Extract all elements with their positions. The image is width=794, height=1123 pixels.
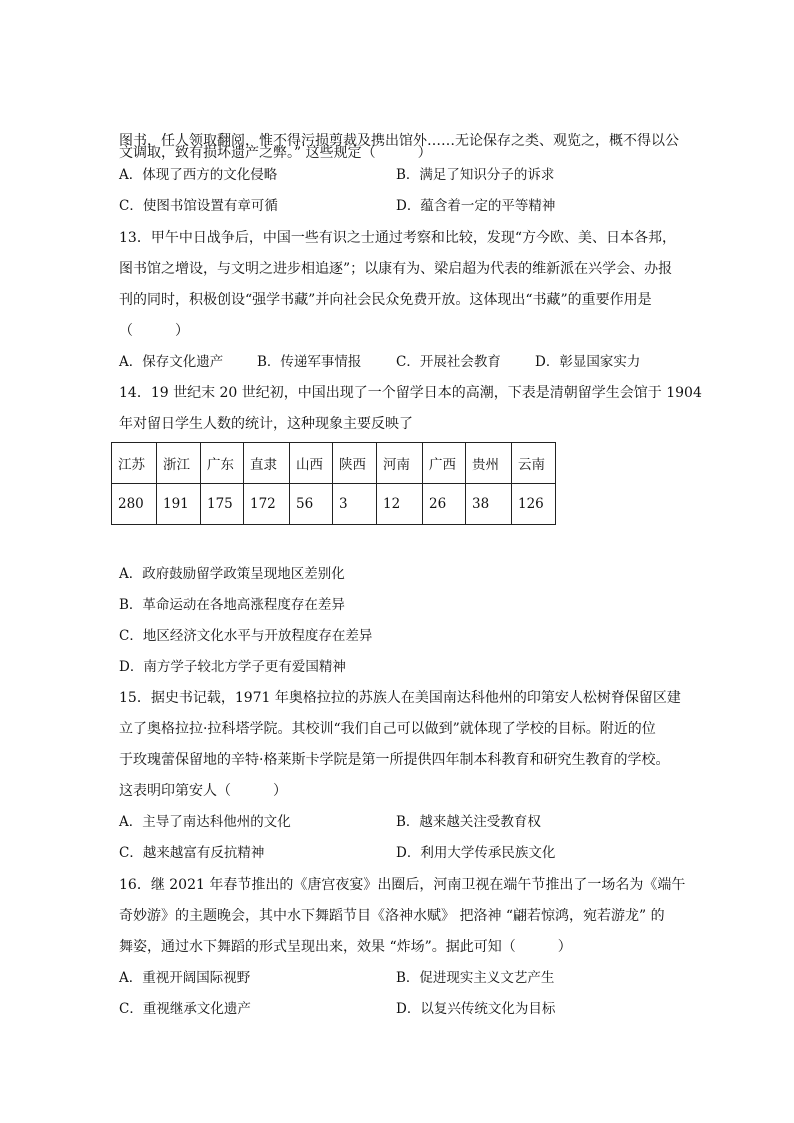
q12-stem-line-1: 图书，任人领取翻阅，惟不得污损剪裁及携出馆外……无论保存之类、观览之，概不得以公	[119, 133, 679, 149]
table-cell: 河南	[377, 443, 423, 484]
q16-option-a[interactable]: A．重视开阔国际视野	[119, 970, 251, 986]
q14-option-b[interactable]: B．革命运动在各地高涨程度存在差异	[119, 597, 345, 613]
table-cell: 直隶	[244, 443, 290, 484]
table-cell: 12	[377, 484, 423, 525]
q14-option-d[interactable]: D．南方学子较北方学子更有爱国精神	[119, 659, 346, 675]
q13-stem-line-1: 13．甲午中日战争后，中国一些有识之士通过考察和比较，发现“方今欧、美、日本各邦，	[119, 230, 676, 246]
q13-option-c[interactable]: C．开展社会教育	[396, 354, 501, 370]
table-cell: 191	[157, 484, 201, 525]
q12-option-a[interactable]: A．体现了西方的文化侵略	[119, 167, 278, 183]
q16-option-b[interactable]: B．促进现实主义文艺产生	[396, 970, 555, 986]
q14-option-a[interactable]: A．政府鼓励留学政策呈现地区差别化	[119, 566, 345, 582]
q15-stem-line-1: 15．据史书记载，1971 年奥格拉拉的苏族人在美国南达科他州的印第安人松树脊保留区建	[119, 690, 681, 706]
q15-stem-line-3: 于玫瑰蕾保留地的辛特·格莱斯卡学院是第一所提供四年制本科教育和研究生教育的学校。	[119, 752, 670, 768]
q15-stem-line-4: 这表明印第安人（ ）	[119, 783, 287, 799]
table-cell: 贵州	[466, 443, 512, 484]
table-cell: 26	[423, 484, 466, 525]
table-header-row	[112, 443, 556, 484]
table-cell: 山西	[290, 443, 333, 484]
q13-option-a[interactable]: A．保存文化遗产	[119, 354, 224, 370]
table-cell: 56	[290, 484, 333, 525]
table-cell: 云南	[512, 443, 556, 484]
q13-option-b[interactable]: B．传递军事情报	[257, 354, 362, 370]
q15-option-d[interactable]: D．利用大学传承民族文化	[396, 845, 556, 861]
q12-stem-line-2: 文调取，致有损坏遗产之弊。” 这些规定（ ）	[119, 145, 432, 161]
q16-stem-line-3: 舞姿，通过水下舞蹈的形式呈现出来，效果 “炸场”。据此可知（ ）	[119, 939, 572, 955]
q13-stem-line-3: 刊的同时，积极创设“强学书藏”并向社会民众免费开放。这体现出“书藏”的重要作用是	[119, 292, 652, 308]
q13-option-d[interactable]: D．彰显国家实力	[535, 354, 641, 370]
table-cell: 广西	[423, 443, 466, 484]
q14-option-c[interactable]: C．地区经济文化水平与开放程度存在差异	[119, 628, 373, 644]
q16-option-d[interactable]: D．以复兴传统文化为目标	[396, 1001, 556, 1017]
q16-option-c[interactable]: C．重视继承文化遗产	[119, 1001, 251, 1017]
table-cell: 280	[112, 484, 157, 525]
q13-stem-line-4: （ ）	[119, 323, 189, 339]
q16-stem-line-1: 16．继 2021 年春节推出的《唐宫夜宴》出圈后，河南卫视在端午节推出了一场名为《端午	[119, 877, 686, 893]
q15-stem-line-2: 立了奥格拉拉·拉科塔学院。其校训“我们自己可以做到”就体现了学校的目标。附近的位	[119, 721, 656, 737]
q14-stem-line-1: 14．19 世纪末 20 世纪初，中国出现了一个留学日本的高潮，下表是清朝留学生会馆于 1904	[119, 385, 702, 401]
table-value-row	[112, 484, 556, 525]
q12-option-d[interactable]: D．蕴含着一定的平等精神	[396, 198, 556, 214]
student-count-table	[111, 442, 556, 525]
q15-option-b[interactable]: B．越来越关注受教育权	[396, 814, 541, 830]
q15-option-a[interactable]: A．主导了南达科他州的文化	[119, 814, 291, 830]
table-cell: 175	[201, 484, 244, 525]
table-cell: 陕西	[333, 443, 377, 484]
table-cell: 广东	[201, 443, 244, 484]
q15-option-c[interactable]: C．越来越富有反抗精神	[119, 845, 265, 861]
table-cell: 江苏	[112, 443, 157, 484]
q13-stem-line-2: 图书馆之增设，与文明之进步相追逐”；以康有为、梁启超为代表的维新派在兴学会、办报	[119, 261, 673, 277]
q12-option-b[interactable]: B．满足了知识分子的诉求	[396, 167, 555, 183]
q14-stem-line-2: 年对留日学生人数的统计，这种现象主要反映了	[119, 416, 413, 432]
table-cell: 126	[512, 484, 556, 525]
table-cell: 172	[244, 484, 290, 525]
table-cell: 3	[333, 484, 377, 525]
table-cell: 浙江	[157, 443, 201, 484]
q16-stem-line-2: 奇妙游》的主题晚会，其中水下舞蹈节目《洛神水赋》 把洛神 “翩若惊鸿，宛若游龙” 的	[119, 908, 665, 924]
q12-option-c[interactable]: C．使图书馆设置有章可循	[119, 198, 278, 214]
table-cell: 38	[466, 484, 512, 525]
